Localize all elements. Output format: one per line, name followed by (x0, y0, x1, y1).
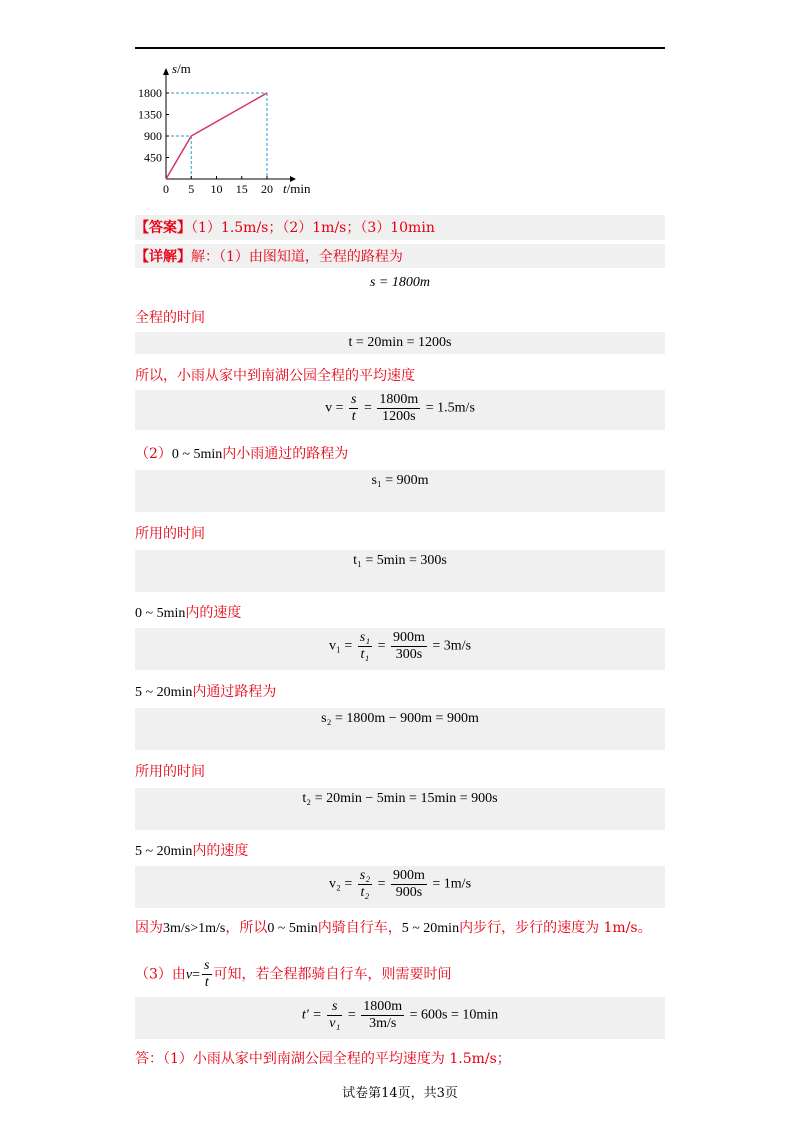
part3-den: t (204, 975, 209, 990)
used-time-label-2: 所用的时间 (135, 764, 205, 780)
eq9-den1: t₂ (360, 885, 370, 900)
y-axis-arrow (163, 68, 169, 75)
equation-s2: s₂ = 1800m − 900m = 900m (321, 711, 479, 726)
x-tick-label: 20 (261, 182, 273, 196)
equation-v1 (135, 630, 665, 663)
eq3-frac2 (377, 392, 420, 425)
eq6-mid: = (377, 638, 386, 654)
eq3-mid: = (363, 400, 372, 416)
equation-t: t = 20min = 1200s (348, 335, 452, 350)
header-rule (135, 47, 665, 49)
part2-range: 0 ~ 5min (171, 447, 223, 462)
eq6-num1: s₁ (359, 630, 371, 645)
eq3-den1: t (351, 409, 356, 424)
distance-time-chart (130, 55, 330, 200)
conclusion-7: 内步行，步行的速度为 1m/s。 (459, 920, 652, 936)
detail-line (135, 248, 403, 266)
eq9-rhs: = 1m/s (432, 876, 472, 892)
eq10-den2: 3m/s (369, 1016, 397, 1031)
conclusion-1: 因为 (135, 920, 163, 936)
eq9-num1: s₂ (359, 868, 371, 883)
range-c: 5 ~ 20min (135, 844, 193, 859)
part3-intro (135, 958, 452, 991)
detail-intro: 解：（1）由图知道，全程的路程为 (191, 249, 403, 265)
eq10-mid: = (347, 1007, 356, 1023)
eq9-num2: 900m (393, 868, 425, 883)
used-time-label-1: 所用的时间 (135, 526, 205, 542)
conclusion-3: ，所以 (225, 920, 268, 936)
equation-tprime (135, 999, 665, 1032)
eq3-lhs: v = (325, 400, 344, 416)
part3-a: （3）由 (135, 966, 186, 983)
speed-in-c: 内的速度 (192, 843, 249, 859)
part3-b: 可知，若全程都骑自行车，则需要时间 (213, 966, 452, 983)
distance-in-range-b (135, 683, 276, 702)
answer-line (135, 219, 435, 237)
x-tick-label: 10 (210, 182, 223, 196)
eq10-den1: v₁ (329, 1016, 341, 1031)
y-tick-label: 1350 (138, 107, 162, 122)
part3-num: s (204, 958, 210, 973)
eq3-rhs: = 1.5m/s (425, 400, 475, 416)
speed-in-a: 内的速度 (185, 605, 242, 621)
eq9-lhs: v₂ = (328, 876, 353, 892)
eq9-mid: = (377, 876, 386, 892)
full-time-label: 全程的时间 (135, 310, 205, 326)
equation-s: s = 1800m (369, 275, 430, 290)
eq10-frac2 (361, 999, 404, 1032)
conclusion-line (135, 919, 652, 938)
eq3-num2: 1800m (379, 392, 419, 407)
page-footer: 试卷第14页，共3页 (342, 1086, 458, 1101)
part2-intro (135, 445, 348, 464)
eq3-frac1 (349, 392, 358, 425)
conclusion-4: 0 ~ 5min (267, 921, 318, 936)
answer-label: 【答案】 (135, 220, 191, 236)
answer-text: （1）1.5m/s；（2）1m/s；（3）10min (191, 220, 435, 236)
eq9-frac1 (358, 868, 372, 901)
part3-eq: = (192, 967, 201, 983)
eq6-den1: t₁ (360, 647, 370, 662)
x-tick-label: 0 (163, 182, 169, 196)
part2-text: 内小雨通过的路程为 (222, 446, 349, 462)
avg-speed-label: 所以，小雨从家中到南湖公园全程的平均速度 (135, 368, 415, 384)
eq9-den2: 900s (395, 885, 423, 900)
eq6-num2: 900m (393, 630, 425, 645)
final-answer: 答：（1）小雨从家中到南湖公园全程的平均速度为 1.5m/s； (135, 1051, 511, 1067)
equation-t2: t₂ = 20min − 5min = 15min = 900s (302, 791, 498, 806)
conclusion-5: 内骑自行车， (317, 920, 402, 936)
x-tick-label: 5 (188, 182, 195, 196)
speed-in-range-c (135, 842, 248, 861)
eq10-num2: 1800m (363, 999, 403, 1014)
eq9-frac2 (391, 868, 427, 901)
eq3-den2: 1200s (382, 409, 416, 424)
range-a: 0 ~ 5min (135, 606, 186, 621)
equation-s1: s₁ = 900m (371, 473, 429, 488)
x-tick-label: 15 (235, 182, 248, 196)
conclusion-2: 3m/s>1m/s (163, 921, 226, 936)
eq10-rhs: = 600s = 10min (409, 1007, 499, 1023)
part2-prefix: （2） (135, 446, 172, 462)
x-axis-label: t/min (283, 181, 311, 196)
range-b: 5 ~ 20min (135, 685, 193, 700)
equation-v (135, 392, 665, 425)
eq6-den2: 300s (395, 647, 423, 662)
eq6-rhs: = 3m/s (432, 638, 472, 654)
equation-v2 (135, 868, 665, 901)
eq10-num1: s (327, 999, 342, 1016)
equation-t1: t₁ = 5min = 300s (353, 553, 447, 568)
dist-in-b: 内通过路程为 (192, 684, 277, 700)
eq10-frac1 (327, 999, 342, 1032)
conclusion-6: 5 ~ 20min (401, 921, 460, 936)
eq3-num1: s (351, 392, 357, 407)
eq6-frac2 (391, 630, 427, 663)
speed-in-range-a (135, 604, 241, 623)
y-axis-label: s/m (172, 61, 191, 76)
y-tick-label: 450 (144, 150, 162, 165)
eq6-frac1 (358, 630, 372, 663)
part3-frac (202, 958, 211, 991)
detail-label: 【详解】 (135, 249, 191, 265)
eq6-lhs: v₁ = (328, 638, 353, 654)
y-tick-label: 900 (144, 129, 162, 143)
y-tick-label: 1800 (138, 86, 162, 100)
part3-v: v (185, 967, 193, 983)
eq10-lhs: t′ = (301, 1007, 322, 1023)
